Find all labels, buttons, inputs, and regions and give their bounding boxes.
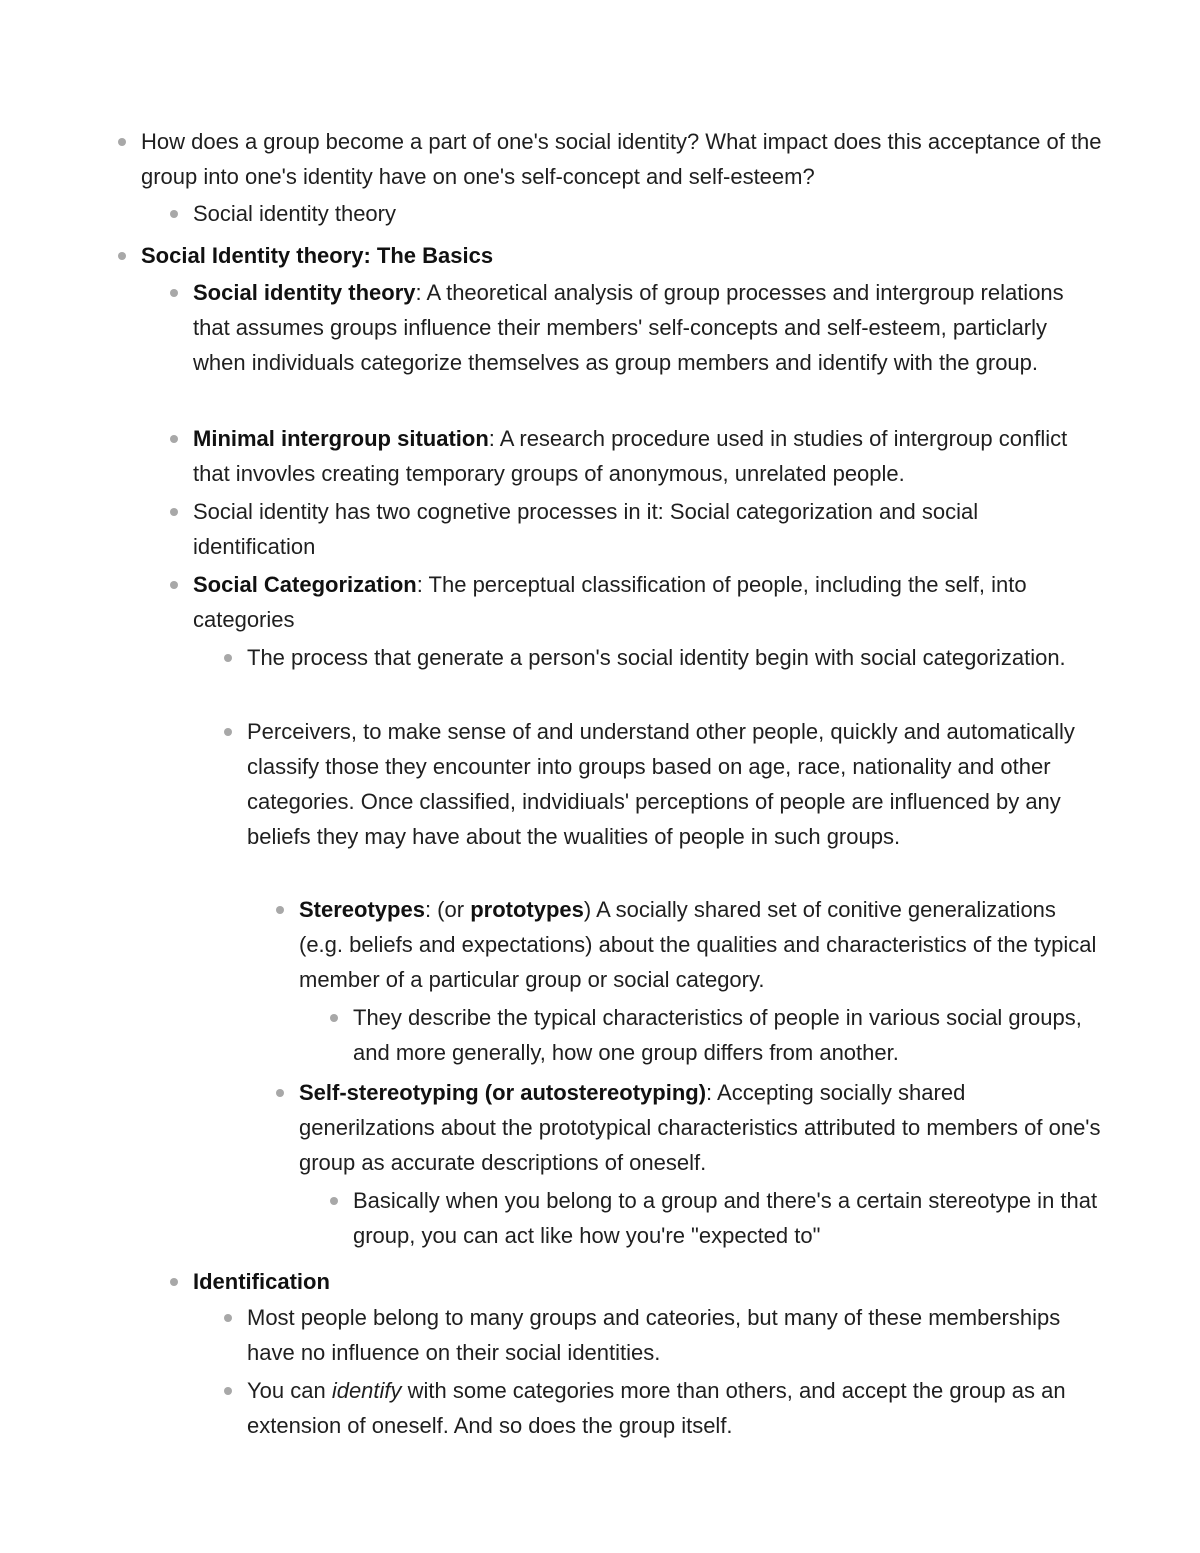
item-text: : A theoretical analysis of group processes and intergroup relations that assumes groups influence their members' self-concepts and self-esteem, particlarly when individuals categorize themselves as group members and identify with the group. bbox=[193, 280, 1064, 375]
list-item bbox=[299, 1075, 1104, 1180]
emphasis: identify bbox=[331, 1378, 402, 1403]
term: Social Categorization bbox=[193, 572, 417, 597]
term: Stereotypes bbox=[299, 897, 425, 922]
item-text: : Accepting socially shared generilzations about the prototypical characteristics attributed to members of one's group as accurate descriptions of oneself. bbox=[299, 1080, 1101, 1175]
item-text: with some categories more than others, and accept the group as an extension of oneself. And so does the group itself. bbox=[247, 1378, 1066, 1438]
item-text: The process that generate a person's social identity begin with social categorization. bbox=[247, 645, 1066, 670]
section-heading bbox=[141, 238, 1104, 273]
item-text: : A research procedure used in studies of intergroup conflict that invovles creating temporary groups of anonymous, unrelated people. bbox=[193, 426, 1068, 486]
list-item bbox=[353, 1000, 1104, 1070]
heading-text: Identification bbox=[193, 1269, 330, 1294]
term: Social identity theory bbox=[193, 280, 416, 305]
item-text: Social identity theory bbox=[193, 201, 396, 226]
list-item bbox=[193, 494, 1104, 564]
term: Minimal intergroup situation bbox=[193, 426, 489, 451]
item-text-pre: You can bbox=[247, 1378, 332, 1403]
list-item bbox=[193, 196, 1104, 231]
list-item bbox=[247, 1300, 1104, 1370]
item-text: Most people belong to many groups and cateories, but many of these memberships have no influence on their social identities. bbox=[247, 1305, 1061, 1365]
list-item bbox=[193, 275, 1104, 380]
item-text-mid: : (or bbox=[424, 897, 471, 922]
item-text: Social identity has two cognetive processes in it: Social categorization and social identification bbox=[193, 499, 979, 559]
subsection-heading bbox=[193, 1264, 1104, 1299]
list-item bbox=[247, 1373, 1104, 1443]
list-item bbox=[193, 421, 1104, 491]
term: Self-stereotyping (or autostereotyping) bbox=[299, 1080, 707, 1105]
item-text: How does a group become a part of one's social identity? What impact does this acceptance of the group into one's identity have on one's self-concept and self-esteem? bbox=[141, 129, 1102, 189]
list-item bbox=[193, 567, 1104, 637]
list-item bbox=[299, 892, 1104, 997]
item-text: : The perceptual classification of people, including the self, into categories bbox=[193, 572, 1027, 632]
item-text: Basically when you belong to a group and there's a certain stereotype in that group, you can act like how you're "expected to" bbox=[353, 1188, 1098, 1248]
item-text: ) A socially shared set of conitive generalizations (e.g. beliefs and expectations) about the qualities and characteristics of the typical member of a particular group or social category. bbox=[299, 897, 1097, 992]
heading-text: Social Identity theory: The Basics bbox=[141, 243, 494, 268]
item-text: Perceivers, to make sense of and understand other people, quickly and automatically classify those they encounter into groups based on age, race, nationality and other categories. Once classified, indvidiuals' perceptions of people are influenced by any beliefs they may have about the wualities of people in such groups. bbox=[247, 719, 1075, 849]
list-item bbox=[247, 640, 1104, 675]
list-item bbox=[353, 1183, 1104, 1253]
list-item bbox=[141, 124, 1104, 194]
list-item bbox=[247, 714, 1104, 854]
item-text: They describe the typical characteristics of people in various social groups, and more generally, how one group differs from another. bbox=[353, 1005, 1082, 1065]
term-secondary: prototypes bbox=[470, 897, 584, 922]
